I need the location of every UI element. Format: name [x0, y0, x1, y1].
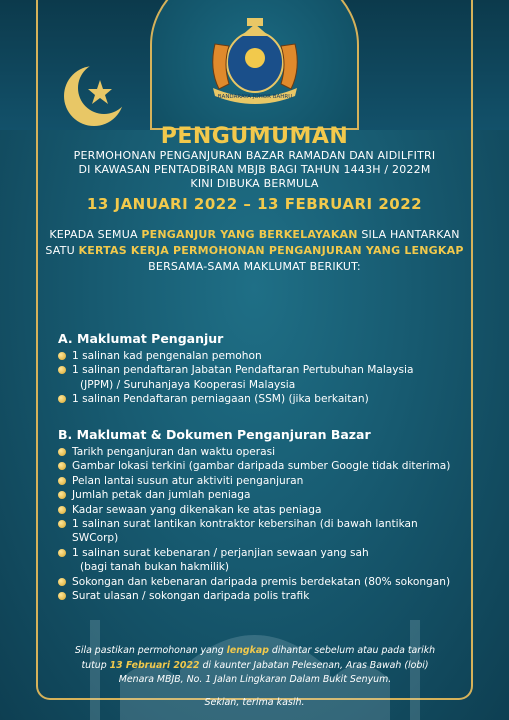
list-item: [58, 459, 458, 473]
section-a: [58, 331, 458, 407]
page-title: PENGUMUMAN: [160, 124, 349, 149]
bullet-icon: [58, 352, 66, 360]
list-item: [58, 392, 458, 406]
bullet-icon: [58, 520, 66, 528]
subtitle-line-3: KINI DIBUKA BERMULA: [190, 177, 319, 190]
bullet-icon: [58, 477, 66, 485]
list-item: [58, 517, 458, 546]
footer-line-2: [60, 659, 450, 674]
list-item: [58, 363, 458, 392]
list-item: [58, 503, 458, 517]
intro-text-part: SILA HANTARKAN: [357, 228, 460, 241]
item-text-cont: (bagi tanah bukan hakmilik): [80, 561, 230, 574]
intro-line-2: [44, 243, 465, 259]
list-item: [58, 445, 458, 459]
item-text: Jumlah petak dan jumlah peniaga: [72, 489, 251, 502]
list-item: [58, 575, 458, 589]
bullet-icon: [58, 578, 66, 586]
bullet-icon: [58, 592, 66, 600]
item-text: Sokongan dan kebenaran daripada premis berdekatan (80% sokongan): [72, 575, 451, 588]
footer-text: tutup: [81, 659, 110, 671]
mbjb-crest-logo: [195, 14, 315, 106]
intro-text-part: KEPADA SEMUA: [49, 228, 142, 241]
item-text: Gambar lokasi terkini (gambar daripada sumber Google tidak diterima): [72, 460, 451, 473]
footer-text: dihantar sebelum atau pada tarikh: [268, 645, 436, 656]
list-item: [58, 488, 458, 502]
item-text: 1 salinan surat kebenaran / perjanjian sewaan yang sah: [72, 546, 369, 559]
crest-band-text: BANDARAYA JOHOR BAHRU: [217, 94, 293, 100]
bullet-icon: [58, 448, 66, 456]
subtitle-line-2: DI KAWASAN PENTADBIRAN MBJB BAGI TAHUN 1443H / 2022M: [78, 163, 431, 176]
announcement-header: [44, 120, 465, 275]
footer-highlight-date: 13 Februari 2022: [109, 659, 200, 671]
intro-line-1: [44, 227, 465, 243]
section-b-title: B. Maklumat & Dokumen Penganjuran Bazar: [58, 427, 371, 442]
section-a-title: A. Maklumat Penganjur: [58, 331, 224, 346]
list-item: [58, 546, 458, 575]
bullet-icon: [58, 395, 66, 403]
item-text: Kadar sewaan yang dikenakan ke atas peniaga: [72, 503, 322, 516]
item-text: 1 salinan pendaftaran Jabatan Pendaftaran Pertubuhan Malaysia: [72, 364, 414, 377]
list-item: [58, 474, 458, 488]
item-text: 1 salinan surat lantikan kontraktor kebersihan (di bawah lantikan SWCorp): [72, 518, 418, 545]
footer-note: [60, 644, 450, 688]
footer-line-1: [60, 644, 450, 659]
subtitle-line-1: PERMOHONAN PENGANJURAN BAZAR RAMADAN DAN AIDILFITRI: [73, 149, 436, 162]
list-item: [58, 589, 458, 603]
footer-highlight: lengkap: [226, 645, 269, 656]
item-text: Pelan lantai susun atur aktiviti penganjuran: [72, 474, 304, 487]
intro-text: [44, 227, 465, 275]
bullet-icon: [58, 491, 66, 499]
bullet-icon: [58, 506, 66, 514]
intro-highlight-organizer: PENGANJUR YANG BERKELAYAKAN: [141, 228, 358, 241]
item-text: 1 salinan Pendaftaran perniagaan (SSM) (jika berkaitan): [72, 393, 369, 406]
footer-text: di kaunter Jabatan Pelesenan, Aras Bawah (lobi): [199, 659, 429, 671]
item-text-cont: (JPPM) / Suruhanjaya Kooperasi Malaysia: [80, 378, 296, 391]
item-text: Tarikh penganjuran dan waktu operasi: [72, 446, 276, 458]
item-text: 1 salinan kad pengenalan pemohon: [72, 350, 262, 362]
date-range: 13 JANUARI 2022 – 13 FEBRUARI 2022: [86, 195, 423, 213]
intro-highlight-paper: KERTAS KERJA PERMOHONAN PENGANJURAN YANG LENGKAP: [78, 244, 464, 257]
bullet-icon: [58, 462, 66, 470]
footer-text: Sila pastikan permohonan yang: [74, 645, 227, 656]
bullet-icon: [58, 366, 66, 374]
intro-line-3: BERSAMA-SAMA MAKLUMAT BERIKUT:: [148, 260, 361, 273]
list-item: [58, 349, 458, 363]
bullet-icon: [58, 549, 66, 557]
section-b: [58, 427, 458, 603]
closing-text: Sekian, terima kasih.: [204, 697, 305, 708]
footer-line-3: Menara MBJB, No. 1 Jalan Lingkaran Dalam Bukit Senyum.: [118, 674, 392, 685]
item-text: Surat ulasan / sokongan daripada polis trafik: [72, 590, 310, 603]
intro-text-part: SATU: [45, 244, 79, 257]
